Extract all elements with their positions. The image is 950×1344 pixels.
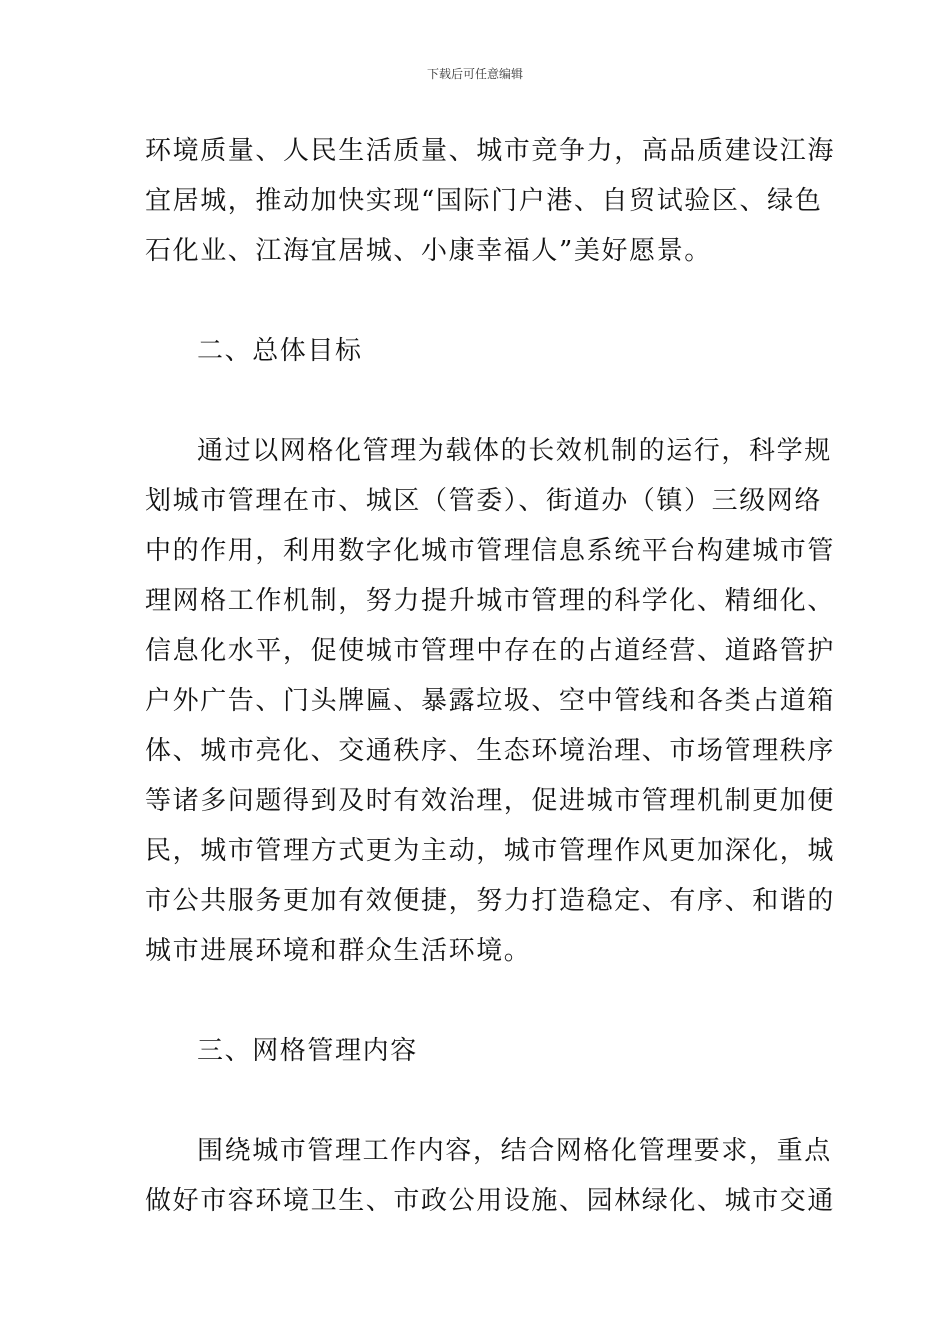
section-heading: 二、总体目标 (197, 336, 363, 366)
download-note: 下载后可任意编辑 (426, 67, 523, 81)
paragraph-line: 通过以网格化管理为载体的长效机制的运行，科学规 (197, 436, 832, 466)
paragraph-line: 理网格工作机制，努力提升城市管理的科学化、精细化、 (145, 586, 836, 616)
paragraph-line: 城市进展环境和群众生活环境。 (145, 936, 532, 966)
paragraph-line: 等诸多问题得到及时有效治理，促进城市管理机制更加便 (145, 786, 836, 816)
paragraph-line: 划城市管理在市、城区（管委）、街道办（镇）三级网络 (145, 486, 823, 516)
paragraph-line: 市公共服务更加有效便捷，努力打造稳定、有序、和谐的 (145, 886, 836, 916)
paragraph-line: 体、城市亮化、交通秩序、生态环境治理、市场管理秩序 (145, 736, 836, 766)
document-body (145, 126, 836, 1226)
paragraph-line: 户外广告、门头牌匾、暴露垃圾、空中管线和各类占道箱 (145, 686, 836, 716)
paragraph-gap (145, 1076, 810, 1126)
paragraph-line: 中的作用，利用数字化城市管理信息系统平台构建城市管 (145, 536, 836, 566)
paragraph-line: 宜居城，推动加快实现“国际门户港、自贸试验区、绿色 (145, 186, 823, 216)
paragraph-line: 石化业、江海宜居城、小康幸福人”美好愿景。 (145, 236, 712, 266)
paragraph-line: 民，城市管理方式更为主动，城市管理作风更加深化，城 (145, 836, 836, 866)
paragraph-gap (145, 276, 810, 326)
paragraph-line: 环境质量、人民生活质量、城市竞争力，高品质建设江海 (145, 136, 836, 166)
paragraph-gap (145, 376, 810, 426)
section-heading: 三、网格管理内容 (197, 1036, 418, 1066)
paragraph-line: 做好市容环境卫生、市政公用设施、园林绿化、城市交通 (145, 1186, 836, 1216)
paragraph-line: 信息化水平，促使城市管理中存在的占道经营、道路管护 (145, 636, 836, 666)
paragraph-line: 围绕城市管理工作内容，结合网格化管理要求，重点 (197, 1136, 832, 1166)
paragraph-gap (145, 976, 810, 1026)
